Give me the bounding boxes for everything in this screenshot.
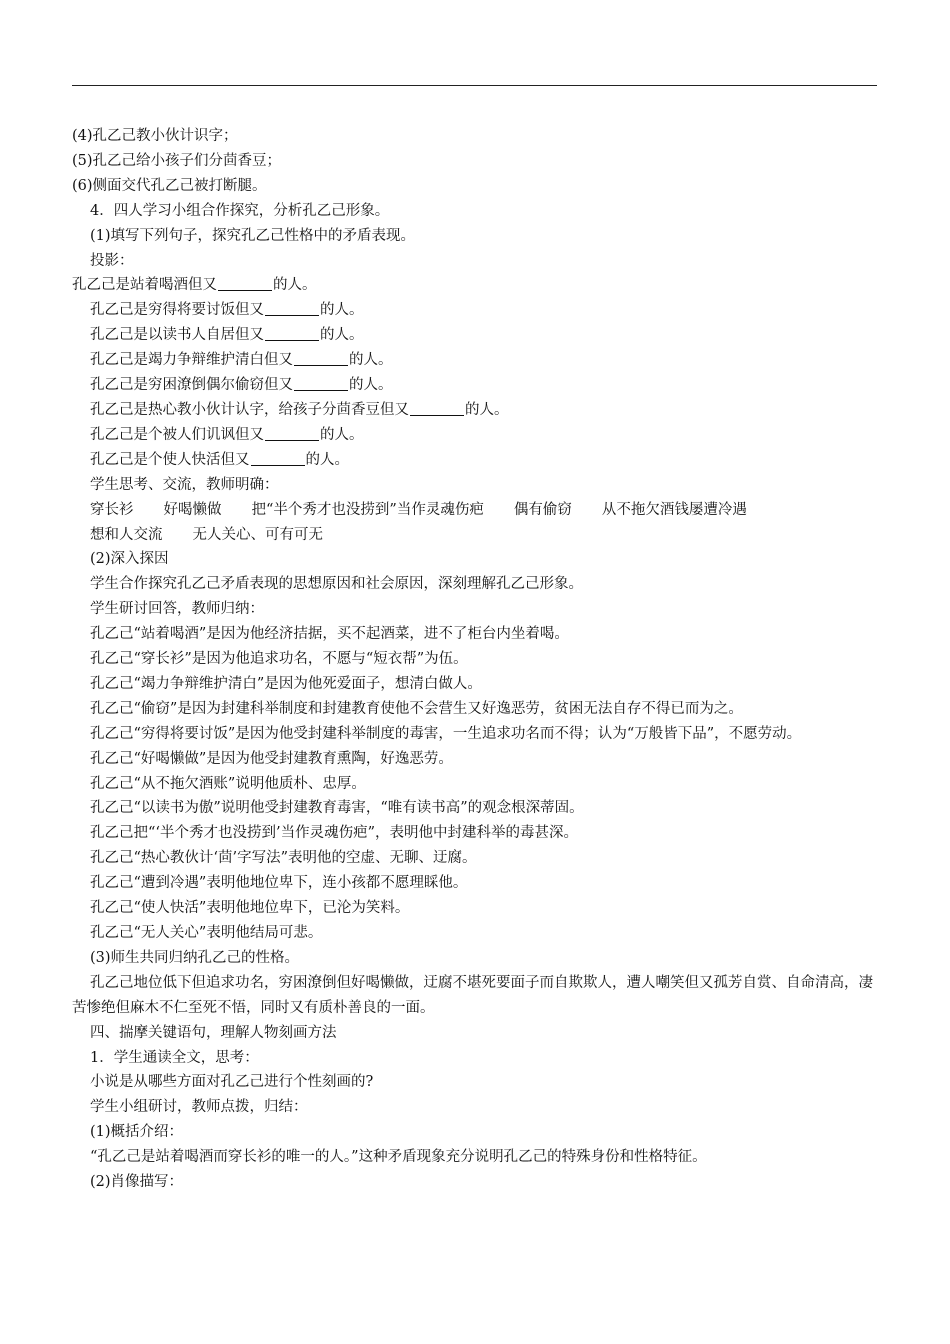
blank-line — [294, 376, 348, 391]
fill-suffix: 的人。 — [465, 401, 509, 418]
blank-line — [265, 426, 319, 441]
fill-suffix: 的人。 — [320, 327, 364, 344]
document-body — [72, 124, 880, 1195]
text-line: 学生思考、交流，教师明确： — [90, 476, 279, 493]
text-line: 孔乙己“无人关心”表明他结局可悲。 — [90, 925, 323, 941]
text-line: 孔乙己“穿长衫”是因为他追求功名，不愿与“短衣帮”为伍。 — [90, 651, 468, 668]
fill-prefix: 孔乙己是热心教小伙计认字，给孩子分茴香豆但又 — [90, 401, 409, 418]
answer-item: 把“半个秀才也没捞到”当作灵魂伤疤 — [251, 501, 484, 518]
fill-blank-line — [72, 398, 880, 423]
fill-suffix: 的人。 — [273, 277, 317, 294]
section-heading: 四、揣摩关键语句，理解人物刻画方法 — [90, 1024, 337, 1041]
answer-item: 偶有偷窃 — [513, 501, 572, 518]
text-line: 学生小组研讨，教师点拨，归结： — [90, 1099, 308, 1116]
text-line: 4．四人学习小组合作探究，分析孔乙己形象。 — [90, 202, 390, 219]
fill-blank-line — [72, 298, 880, 323]
answer-row — [72, 523, 880, 548]
text-line: 孔乙己“遭到冷遇”表明他地位卑下，连小孩都不愿理睬他。 — [90, 875, 468, 892]
text-line: 孔乙己地位低下但追求功名，穷困潦倒但好喝懒做，迂腐不堪死要面子而自欺欺人，遭人嘲笑但又孤芳自赏、自命清高，凄苦惨绝但麻木不仁至死不悟，同时又有质朴善良的一面。 — [72, 974, 873, 1016]
fill-blank-line — [72, 323, 880, 348]
blank-line — [410, 401, 464, 416]
answer-item: 从不拖欠酒钱屡遭冷遇 — [601, 501, 747, 518]
blank-line — [251, 451, 305, 466]
fill-prefix: 孔乙己是穷困潦倒偶尔偷窃但又 — [90, 377, 293, 394]
blank-line — [294, 351, 348, 366]
text-line: 孔乙己“以读书为傲”说明他受封建教育毒害，“唯有读书高”的观念根深蒂固。 — [90, 800, 584, 817]
text-line: (1)填写下列句子，探究孔乙己性格中的矛盾表现。 — [90, 227, 416, 244]
fill-suffix: 的人。 — [305, 451, 349, 468]
answer-item: 想和人交流 — [90, 526, 163, 543]
fill-prefix: 孔乙己是个使人快活但又 — [90, 451, 250, 468]
text-line: 孔乙己“穷得将要讨饭”是因为他受封建科举制度的毒害，一生追求功名而不得；认为“万般皆下品”，不愿劳动。 — [90, 725, 802, 742]
text-line: 孔乙己把“‘半个秀才也没捞到’当作灵魂伤疤”，表明他中封建科举的毒甚深。 — [90, 825, 579, 842]
text-line: (5)孔乙己给小孩子们分茴香豆； — [72, 152, 282, 169]
fill-blank-line — [72, 373, 880, 398]
text-line: (2)深入探因 — [90, 551, 169, 568]
text-line: (1)概括介绍： — [90, 1124, 184, 1141]
fill-blank-line — [72, 348, 880, 373]
fill-prefix: 孔乙己是个被人们讥讽但又 — [90, 426, 264, 443]
text-line: 孔乙己“好喝懒做”是因为他受封建教育熏陶，好逸恶劳。 — [90, 750, 453, 767]
text-line: 孔乙己“偷窃”是因为封建科举制度和封建教育使他不会营生又好逸恶劳，贫困无法自存不得已而为之。 — [90, 700, 743, 717]
answer-item: 穿长衫 — [90, 501, 134, 518]
text-line: 学生研讨回答，教师归纳： — [90, 601, 264, 618]
header-rule — [72, 85, 877, 86]
answer-item: 好喝懒做 — [163, 501, 222, 518]
text-line: (2)肖像描写： — [90, 1174, 184, 1191]
fill-prefix: 孔乙己是竭力争辩维护清白但又 — [90, 352, 293, 369]
text-line: 小说是从哪些方面对孔乙己进行个性刻画的? — [90, 1074, 374, 1091]
fill-suffix: 的人。 — [349, 352, 393, 369]
fill-blank-line — [72, 273, 880, 298]
text-line: “孔乙己是站着喝酒而穿长衫的唯一的人。”这种矛盾现象充分说明孔乙己的特殊身份和性格特征。 — [90, 1149, 707, 1166]
fill-suffix: 的人。 — [320, 302, 364, 319]
blank-line — [218, 276, 272, 291]
fill-blank-line — [72, 423, 880, 448]
blank-line — [265, 326, 319, 341]
text-line: 孔乙己“使人快活”表明他地位卑下，已沦为笑料。 — [90, 900, 410, 917]
fill-blank-line — [72, 448, 880, 473]
answer-row — [72, 498, 880, 523]
text-line: 孔乙己“热心教伙计‘茴’字写法”表明他的空虚、无聊、迂腐。 — [90, 850, 477, 867]
text-line: 学生合作探究孔乙己矛盾表现的思想原因和社会原因，深刻理解孔乙己形象。 — [90, 576, 583, 593]
fill-prefix: 孔乙己是穷得将要讨饭但又 — [90, 302, 264, 319]
text-line: (6)侧面交代孔乙己被打断腿。 — [72, 177, 267, 194]
blank-line — [265, 301, 319, 316]
text-line: (3)师生共同归纳孔乙己的性格。 — [90, 949, 300, 966]
fill-prefix: 孔乙己是以读书人自居但又 — [90, 327, 264, 344]
text-line: 孔乙己“站着喝酒”是因为他经济拮据，买不起酒菜，进不了柜台内坐着喝。 — [90, 626, 569, 643]
text-line: 孔乙己“竭力争辩维护清白”是因为他死爱面子，想清白做人。 — [90, 675, 482, 692]
answer-item: 无人关心、可有可无 — [192, 526, 323, 543]
fill-prefix: 孔乙己是站着喝酒但又 — [72, 277, 217, 294]
text-line: (4)孔乙己教小伙计识字； — [72, 128, 238, 144]
text-line: 孔乙己“从不拖欠酒账”说明他质朴、忠厚。 — [90, 775, 366, 792]
text-line: 投影： — [90, 252, 134, 269]
text-line: 1．学生通读全文，思考： — [90, 1049, 259, 1066]
fill-suffix: 的人。 — [349, 377, 393, 394]
fill-suffix: 的人。 — [320, 426, 364, 443]
